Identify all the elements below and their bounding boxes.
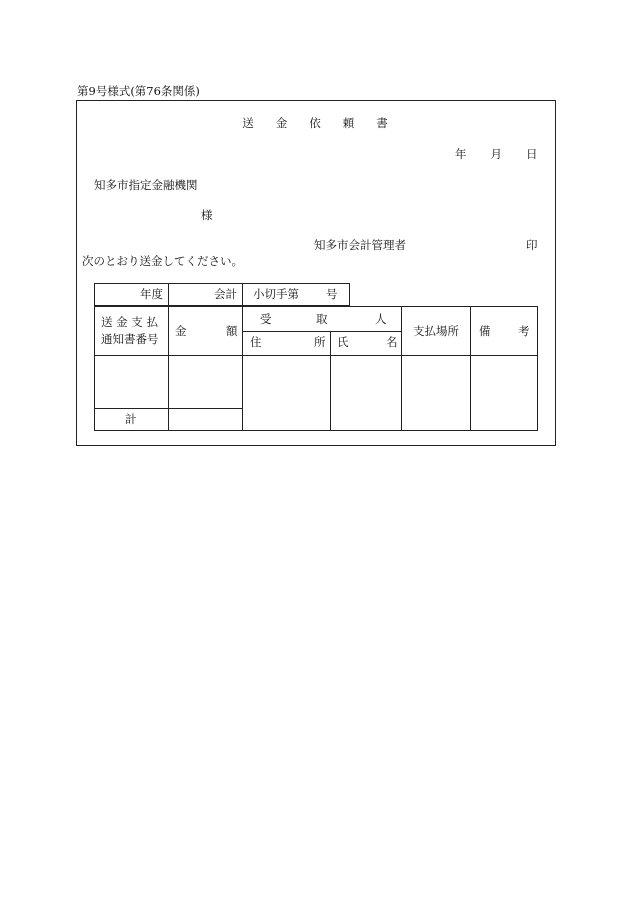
address-header-char: 所: [314, 335, 326, 349]
fiscal-year-label: 年度: [140, 287, 163, 301]
check-prefix-label: 小切手第: [253, 287, 299, 301]
name-header-char: 名: [386, 335, 398, 349]
divider: [242, 331, 401, 332]
total-row-line: [94, 408, 242, 409]
title-char: 送: [242, 116, 254, 130]
check-suffix-label: 号: [326, 287, 338, 301]
divider: [242, 283, 243, 306]
divider: [401, 306, 402, 431]
title-char: 依: [309, 116, 321, 130]
divider: [242, 306, 243, 431]
honorific: 様: [201, 208, 213, 222]
recipient-header-char: 受: [260, 312, 272, 326]
sender: 知多市会計管理者: [314, 238, 406, 252]
date-line: [455, 149, 538, 161]
amount-header-char: 額: [226, 324, 238, 338]
recipient-header-char: 取: [316, 312, 328, 326]
seal-mark: 印: [526, 238, 538, 252]
date-month: 月: [490, 147, 502, 161]
notice-number-header-line2: 通知書番号: [101, 332, 159, 346]
remarks-header-char: 備: [479, 324, 491, 338]
total-label: 計: [125, 412, 137, 426]
title-char: 金: [275, 116, 288, 130]
divider: [330, 331, 331, 431]
notice-number-header: 送 金 支 払: [101, 315, 158, 329]
recipient-header-char: 人: [375, 312, 387, 326]
amount-header-char: 金: [175, 324, 187, 338]
name-header-char: 氏: [337, 335, 349, 349]
divider: [168, 283, 169, 306]
date-day: 日: [526, 147, 538, 161]
title-char: 頼: [342, 116, 355, 130]
divider: [470, 306, 471, 431]
form-number-label: 第9号様式(第76条関係): [77, 84, 200, 98]
instruction-text: 次のとおり送金してください。: [82, 254, 243, 268]
addressee: 知多市指定金融機関: [94, 178, 198, 192]
remarks-header-char: 考: [518, 324, 530, 338]
address-header-char: 住: [250, 335, 262, 349]
title-char: 書: [376, 116, 388, 130]
document-title: [0, 118, 630, 130]
payment-place-header: 支払場所: [413, 324, 459, 338]
header-bottom-line: [94, 355, 538, 356]
account-label: 会計: [214, 287, 237, 301]
date-year: 年: [455, 147, 467, 161]
divider: [168, 306, 169, 431]
